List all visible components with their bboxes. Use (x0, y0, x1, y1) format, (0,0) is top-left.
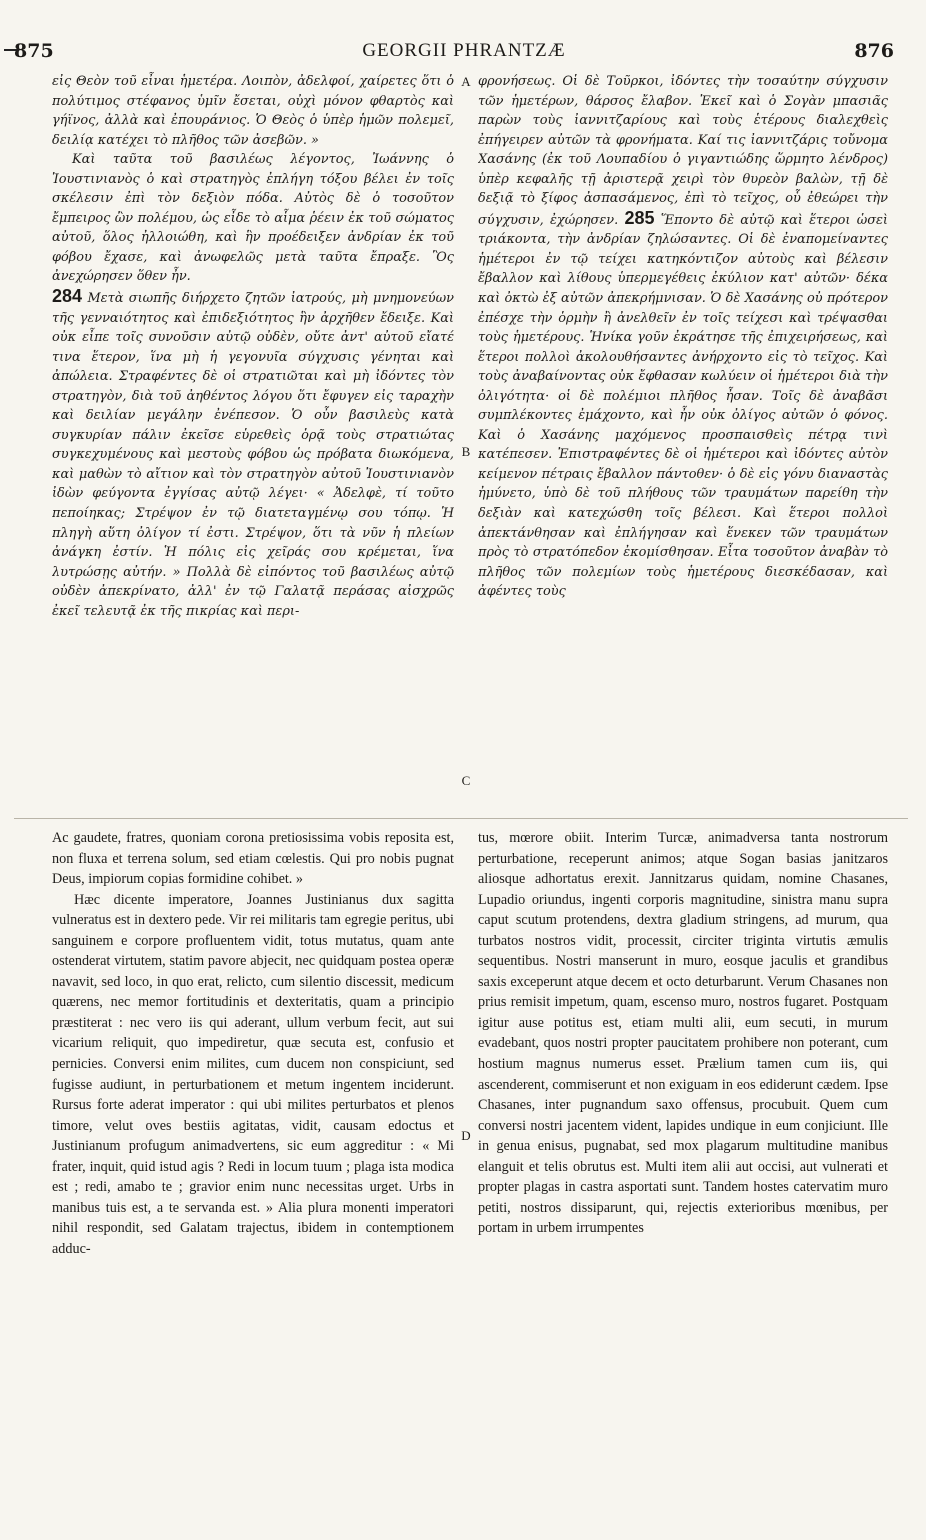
latin-column-left (52, 828, 454, 1518)
running-header (14, 40, 914, 68)
column-divider-rule (14, 818, 908, 819)
greek-right-paragraph-1 (478, 72, 888, 602)
latin-right-paragraph-1: tus, mœrore obiit. Interim Turcæ, animadversa tanta nostrorum perturbatione, receperunt animos; atque Sogan basias janitzaros aliosque adhortatus erexit. Jannitzarus quidam, nomine Chasanes, Lupadio oriundus, ingenti corporis magnitudine, sinistra manu supra caput scutum protendens, dextra gladium stringens, ad murum, qua turbatos nostros vidit, processit, circiter triginta virtutis æmulis sequentibus. Nostri manserunt in muro, eosque jaculis et grandibus saxis exceperunt atque decem et octo deturbarunt. Verum Chasanes non prius remisit impetum, quam, escenso muro, nostros fugaret. Postquam igitur ause potitus est, etiam multi alii, eum secuti, in murum evadebant, quos nostri propter paucitatem prohibere non poterant, cum hostium magnus numerus esset. Prælium tamen cum iis, qui ascenderent, commiserunt et non exiguam in eos ediderunt cædem. Ipse Chasanes, inter pugnandum saxo offensus, procubuit. Quem cum conversi nostri jacentem vident, lapides undique in eum conjiciunt. Ille in genua enisus, pugnabat, sed mox plagarum multitudine manibus elanguit et telis obrutus est. Multi item alii aut occisi, aut vulnerati et propter plagas in castra asportati sunt. Tandem hostes catervatim muro petiti, nostros dissiparunt, qui, rejectis exterioribus mœnibus, per portam in urbem irrumpentes (478, 830, 888, 1237)
section-number-285: 285 (624, 207, 655, 228)
page-number-left: 875 (14, 40, 54, 62)
greek-right-text-a: φρονήσεως. Οἱ δὲ Τοῦρκοι, ἰδόντες τὴν τοσαύτην σύγχυσιν τῶν ἡμετέρων, θάρσος ἔλαβον. Ἐκεῖ καὶ ὁ Σογὰν μπασιᾶς παρὼν τοὺς ἰαννιτζαρίους καὶ τοὺς ἑτέρους διαλεχθεὶς ἐπήγειρεν αὐτῶν τὰ φρονήματα. Καί τις ἰαννιτζάρις τοὔνομα Χασάνης (ἐκ τοῦ Λουπαδίου ὁ γιγαντιώδης ὥρμητο λένδρος) ὑπὲρ κεφαλῆς τῇ ἀριστερᾷ χειρὶ τὸν θυρεὸν βαλὼν, τῇ δὲ δεξιᾷ τὸ ξίφος ἀσπασάμενος, ἐπὶ τὸ τεῖχος, οὗ ἐθεώρει τὴν σύγχυσιν, ἐχώρησεν. (478, 74, 888, 228)
greek-right-text-b: Ἕποντο δὲ αὐτῷ καὶ ἕτεροι ὡσεὶ τριάκοντα, τὴν ἀνδρίαν ζηλώσαντες. Οἱ δὲ ἐναπομείναντες ἡμέτεροι ἐν τῷ τείχει κατηκόντιζον αὐτοὺς καὶ βέλεσιν ἔβαλλον καὶ λίθους ὑπερμεγέθεις ἐκύλιον κατ' αὐτῶν· δέκα καὶ ὀκτὼ ἐξ αὐτῶν ἀπεκρήμνισαν. Ὁ δὲ Χασάνης οὐ πρότερον ἐπέσχε τὴν ὁρμὴν ἢ ἀνελθεῖν ἐν τοῖς τείχεσι καὶ τρέψασθαι τοὺς ἡμετέρους. Ἡνίκα γοῦν ἐκράτησε τῆς ἐπιχειρήσεως, καὶ ἕτεροι πολλοὶ ἀκολουθήσαντες ἀνήρχοντο εἰς τὸ τεῖχος. Καὶ τοὺς ἀναβαίνοντας οὐκ ἔφθασαν κωλύειν οἱ ἡμέτεροι διὰ τὴν ὀλιγότητα· οἱ δὲ πολέμιοι πλῆθος ἦσαν. Τοῖς δὲ ἀναβᾶσι συμπλέκοντες ἐμάχοντο, καὶ ἦν οὐκ ὀλίγος αὐτῶν ὁ φόνος. Καὶ ὁ Χασάνης μαχόμενος προσπαισθεὶς πέτρᾳ τινὶ κατέπεσεν. Ἐπιστραφέντες δὲ οἱ ἡμέτεροι καὶ ἰδόντες αὐτὸν κείμενον πέτραις ἔβαλλον πάντοθεν· ὁ δὲ εἰς γόνυ διαναστὰς ἠμύνετο, ὑπὸ δὲ τοῦ πλήθους τῶν τραυμάτων παρείθη τὴν δεξιὰν καὶ κατεχώσθη τοῖς βέλεσι. Καὶ ἕτεροι πολλοὶ ἀπεκτάνθησαν καὶ ἐπλήγησαν καὶ ἕνεκεν τῶν τραυμάτων πρὸς τὸ στρατόπεδον ἐκομίσθησαν. Εἶτα τοσοῦτον ἀναβὰν τὸ πλῆθος τῶν πολεμίων τοὺς ἡμετέρους διεσκέδασαν, καὶ ἀφέντες τοὺς (478, 212, 888, 600)
page-number-right: 876 (854, 40, 894, 62)
greek-left-paragraph-3 (52, 287, 454, 621)
greek-column-left (52, 72, 454, 818)
margin-letter-d: D (461, 1128, 471, 1143)
greek-column-right (478, 72, 888, 818)
greek-left-paragraph-1: εἰς Θεὸν τοῦ εἶναι ἡμετέρα. Λοιπὸν, ἀδελφοί, χαίρετες ὅτι ὁ πολύτιμος στέφανος ὑμῖν ἔσεται, οὐχὶ μόνον φθαρτὸς καὶ γήϊνος, ἀλλὰ καὶ ἐπουράνιος. Ὁ Θεὸς ὁ ὑπὲρ ἡμῶν πολεμεῖ, δειλίᾳ κατέχει τὸ πλῆθος τῶν ἀσεβῶν. » (52, 74, 454, 148)
greek-left-paragraph-3-text: Μετὰ σιωπῆς διήρχετο ζητῶν ἰατρούς, μὴ μνημονεύων τῆς γενναιότητος καὶ ἐπιδεξιότητος ἣν ἀρχῆθεν ἔδειξε. Καὶ οὐκ εἶπε τοῖς συνοῦσιν αὐτῷ οὐδὲν, οὔτε ἀντ' αὐτοῦ εἴατέ τινα ἕτερον, ἵνα μὴ ἡ γεγονυῖα σύγχυσις γένηται καὶ ἀπώλεια. Στραφέντες δὲ οἱ στρατιῶται καὶ μὴ ἰδόντες τὸν στρατηγὸν, διὰ τοῦ ἀηθέντος λόγου ὅτι ἔφυγεν εἰς ταραχὴν καὶ δειλίαν μεγάλην ἐνέπεσον. Ὁ οὖν βασιλεὺς κατὰ συγκυρίαν πάλιν ἐκεῖσε εὑρεθεὶς ὁρᾷ τοὺς στρατιώτας συγκεχυμένους καὶ μεστοὺς φόβου ὡς πρόβατα διωκόμενα, καὶ μαθὼν τὸ αἴτιον καὶ τὸν στρατηγὸν αὐτοῦ Ἰουστινιανὸν ἰδὼν φεύγοντα ἐγγίσας αὐτῷ λέγει· « Ἀδελφὲ, τί τοῦτο πεποίηκας; Στρέψον ἐν τῷ διατεταγμένῳ σου τόπῳ. Ἡ πληγὴ αὕτη ὀλίγον τί ἐστι. Στρέψον, ὅτι τὰ νῦν ἡ πλείων ἀνάγκη ἐστίν. Ἡ πόλις εἰς χεῖράς σου κρέμεται, ἵνα λυτρώσῃς αὐτήν. » Πολλὰ δὲ εἰπόντος τοῦ βασιλέως αὐτῷ οὐδὲν ἀπεκρίνατο, ἀλλ' ἐν τῷ Γαλατᾷ περάσας αἰσχρῶς ἐκεῖ τελευτᾷ ἐκ τῆς πικρίας καὶ περι- (52, 291, 454, 619)
margin-letter-c: C (461, 773, 471, 788)
latin-left-paragraph-2: Hæc dicente imperatore, Joannes Justinianus dux sagitta vulneratus est in dextero pede. Vir rei militaris tam egregie peritus, ubi sanguinem e corpore profluentem vidit, totus mutatus, quam ante ostenderat virtutem, statim pavore abjecit, nec quidquam postea operæ navavit, sed loco, in quo erat, relicto, cum silentio discessit, medicum quærens, nec memor fortitudinis et dexteritatis, quam a principio præstiterat : nec vero iis qui aderant, ullum verbum fecit, aut sui vicarium reliquit, quo impediretur, quæ secuta est, confusio et pernicies. Conversi enim milites, cum ducem non conspiciunt, sed fugisse audiunt, in perturbationem et metum ingentem inciderunt. Rursus forte aderat imperator : qui ubi milites perturbatos et plenos timore, velut oves bestiis agitatas, vidit, causam edoctus et Justinianum profugum animadvertens, sic eum aggreditur : « Mi frater, inquit, quid istud agis ? Redi in locum tuum ; plaga ista modica est ; redi, amabo te ; gravior enim nunc necessitas urget. Urbs in manibus tuis est, a te servanda est. » Alia plura monenti imperatori nihil respondit, sed Galatam trajectus, ibidem in contemptionem adduc- (52, 891, 454, 1257)
margin-letter-b: B (461, 444, 471, 459)
greek-left-paragraph-2: Καὶ ταῦτα τοῦ βασιλέως λέγοντος, Ἰωάννης ὁ Ἰουστινιανὸς ὁ καὶ στρατηγὸς ἐπλήγη τόξου βέλει ἐν τοῖς σκέλεσιν ἐπὶ τὸν δεξιὸν πόδα. Αὐτὸς δὲ ὁ τοσοῦτον ἔμπειρος ὢν πολέμου, ὡς εἶδε τὸ αἷμα ῥέειν ἐκ τοῦ σώματος αὐτοῦ, ὅλος ἠλλοιώθη, καὶ ἣν προέδειξεν ἀνδρίαν ἐκ τοῦ φόβου ἔχασε, καὶ ἀνωφελῶς μετὰ ταῦτα ἔπραξε. Ὃς ἀνεχώρησεν ὅθεν ἦν. (52, 152, 454, 285)
latin-left-paragraph-1: Ac gaudete, fratres, quoniam corona pretiosissima vobis reposita est, non fluxa et terrena solum, sed etiam cœlestis. Qui pro nobis pugnat Deus, impiorum copias formidine cohibet. » (52, 830, 454, 888)
latin-column-right (478, 828, 888, 1518)
section-number-284: 284 (52, 286, 83, 307)
running-title: GEORGII PHRANTZÆ (362, 40, 566, 61)
margin-letter-a: A (461, 74, 471, 89)
